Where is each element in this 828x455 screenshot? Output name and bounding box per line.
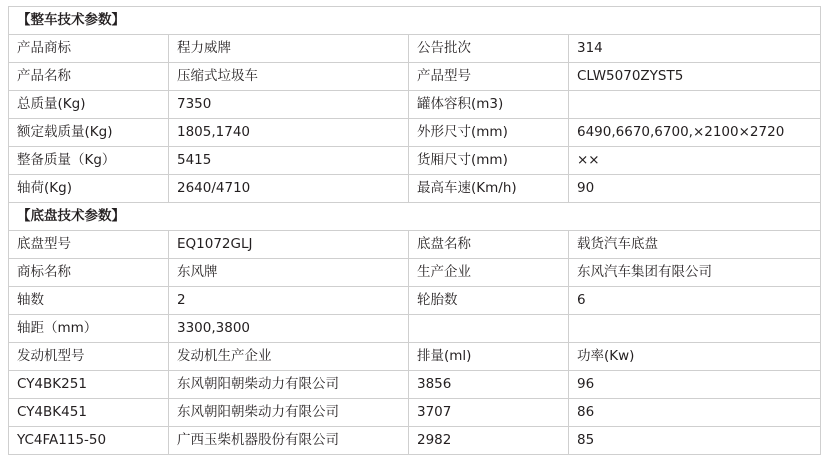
engine-model: CY4BK251 bbox=[9, 371, 169, 399]
table-row bbox=[9, 315, 821, 343]
row-value-max-speed: 90 bbox=[569, 175, 821, 203]
row-label-manufacturer: 生产企业 bbox=[409, 259, 569, 287]
engine-maker: 广西玉柴机器股份有限公司 bbox=[169, 427, 409, 455]
table-row bbox=[9, 259, 821, 287]
engine-col-displacement: 排量(ml) bbox=[409, 343, 569, 371]
row-label-cargo-box-size: 货厢尺寸(mm) bbox=[409, 147, 569, 175]
row-value-chassis-name: 载货汽车底盘 bbox=[569, 231, 821, 259]
engine-maker: 东风朝阳朝柴动力有限公司 bbox=[169, 371, 409, 399]
engine-displacement: 3707 bbox=[409, 399, 569, 427]
row-label-curb-mass: 整备质量（Kg） bbox=[9, 147, 169, 175]
engine-power: 86 bbox=[569, 399, 821, 427]
engine-maker: 东风朝阳朝柴动力有限公司 bbox=[169, 399, 409, 427]
row-label-dimensions: 外形尺寸(mm) bbox=[409, 119, 569, 147]
chassis-section-header-row bbox=[9, 203, 821, 231]
table-row bbox=[9, 427, 821, 455]
row-value-product-brand: 程力威牌 bbox=[169, 35, 409, 63]
row-value-tank-volume bbox=[569, 91, 821, 119]
row-label-chassis-name: 底盘名称 bbox=[409, 231, 569, 259]
row-value-empty-1 bbox=[569, 315, 821, 343]
table-row bbox=[9, 399, 821, 427]
table-row bbox=[9, 119, 821, 147]
engine-power: 96 bbox=[569, 371, 821, 399]
row-label-tire-count: 轮胎数 bbox=[409, 287, 569, 315]
table-row bbox=[9, 91, 821, 119]
engine-col-model: 发动机型号 bbox=[9, 343, 169, 371]
row-label-product-name: 产品名称 bbox=[9, 63, 169, 91]
row-label-rated-load: 额定载质量(Kg) bbox=[9, 119, 169, 147]
engine-col-maker: 发动机生产企业 bbox=[169, 343, 409, 371]
row-value-tire-count: 6 bbox=[569, 287, 821, 315]
row-label-chassis-model: 底盘型号 bbox=[9, 231, 169, 259]
row-label-axle-load: 轴荷(Kg) bbox=[9, 175, 169, 203]
row-value-gross-mass: 7350 bbox=[169, 91, 409, 119]
row-value-brand-name: 东风牌 bbox=[169, 259, 409, 287]
row-value-wheelbase: 3300,3800 bbox=[169, 315, 409, 343]
row-value-product-name: 压缩式垃圾车 bbox=[169, 63, 409, 91]
row-value-product-model: CLW5070ZYST5 bbox=[569, 63, 821, 91]
row-value-axle-count: 2 bbox=[169, 287, 409, 315]
table-row bbox=[9, 371, 821, 399]
table-row bbox=[9, 231, 821, 259]
row-value-chassis-model: EQ1072GLJ bbox=[169, 231, 409, 259]
engine-power: 85 bbox=[569, 427, 821, 455]
chassis-section-title: 【底盘技术参数】 bbox=[9, 203, 821, 231]
table-row bbox=[9, 175, 821, 203]
row-label-max-speed: 最高车速(Km/h) bbox=[409, 175, 569, 203]
row-label-brand-name: 商标名称 bbox=[9, 259, 169, 287]
engine-header-row bbox=[9, 343, 821, 371]
table-row bbox=[9, 35, 821, 63]
engine-model: CY4BK451 bbox=[9, 399, 169, 427]
table-row bbox=[9, 63, 821, 91]
row-value-cargo-box-size: ×× bbox=[569, 147, 821, 175]
row-label-gross-mass: 总质量(Kg) bbox=[9, 91, 169, 119]
engine-model: YC4FA115-50 bbox=[9, 427, 169, 455]
row-value-curb-mass: 5415 bbox=[169, 147, 409, 175]
row-value-manufacturer: 东风汽车集团有限公司 bbox=[569, 259, 821, 287]
row-label-empty-1 bbox=[409, 315, 569, 343]
row-label-axle-count: 轴数 bbox=[9, 287, 169, 315]
row-value-rated-load: 1805,1740 bbox=[169, 119, 409, 147]
table-row bbox=[9, 147, 821, 175]
vehicle-spec-table bbox=[8, 6, 821, 455]
row-label-wheelbase: 轴距（mm） bbox=[9, 315, 169, 343]
row-label-announcement-batch: 公告批次 bbox=[409, 35, 569, 63]
row-label-tank-volume: 罐体容积(m3) bbox=[409, 91, 569, 119]
vehicle-section-header-row bbox=[9, 7, 821, 35]
row-label-product-model: 产品型号 bbox=[409, 63, 569, 91]
row-value-announcement-batch: 314 bbox=[569, 35, 821, 63]
row-value-axle-load: 2640/4710 bbox=[169, 175, 409, 203]
engine-displacement: 3856 bbox=[409, 371, 569, 399]
engine-col-power: 功率(Kw) bbox=[569, 343, 821, 371]
row-label-product-brand: 产品商标 bbox=[9, 35, 169, 63]
table-row bbox=[9, 287, 821, 315]
row-value-dimensions: 6490,6670,6700,×2100×2720 bbox=[569, 119, 821, 147]
engine-displacement: 2982 bbox=[409, 427, 569, 455]
vehicle-section-title: 【整车技术参数】 bbox=[9, 7, 821, 35]
